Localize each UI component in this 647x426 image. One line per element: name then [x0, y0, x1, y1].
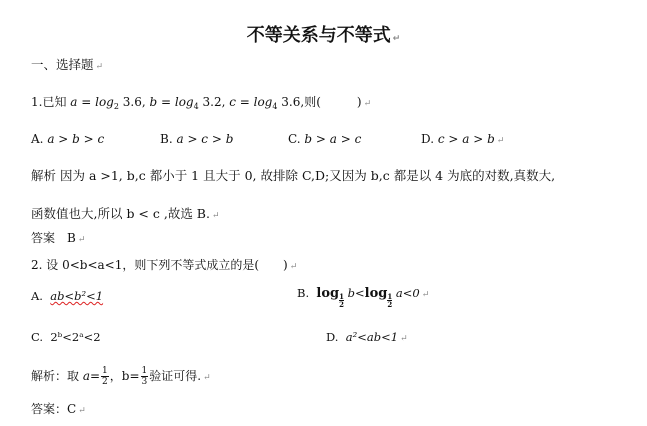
title-text: 不等关系与不等式: [246, 25, 391, 46]
fraction-b: [141, 366, 149, 387]
section-heading: [31, 57, 103, 75]
option-text: a > c > b: [176, 132, 234, 146]
q1-suffix: ,则( ): [300, 95, 362, 109]
q2-answer: [31, 401, 86, 419]
return-mark-icon: ↵: [363, 99, 372, 109]
return-mark-icon: ↵: [203, 373, 211, 383]
q1-c-arg: 3.6: [277, 95, 301, 109]
frac-den: 2: [339, 300, 344, 309]
q1-a-base: 2: [113, 102, 119, 111]
frac-num: 1: [141, 366, 148, 376]
option-label: D.: [421, 132, 435, 146]
option-text: a > b > c: [47, 132, 105, 146]
fraction-a: [101, 366, 109, 387]
analysis-text: 验证可得.: [149, 369, 202, 383]
page-title: [0, 24, 647, 51]
frac-den: 3: [141, 377, 148, 387]
return-mark-icon: ↵: [95, 62, 104, 72]
question-1-stem: [31, 94, 371, 112]
option-text: a²<ab<1: [345, 330, 399, 344]
option-text: a<0: [392, 286, 420, 300]
return-mark-icon: ↵: [392, 34, 401, 44]
log-text: log: [364, 286, 388, 301]
q1-analysis-line-1: [31, 168, 555, 184]
option-label: A.: [31, 289, 43, 303]
q1-a-arg: 3.6,: [118, 95, 150, 109]
return-mark-icon: ↵: [400, 334, 408, 344]
return-mark-icon: ↵: [421, 290, 430, 300]
section-text: 一、选择题: [31, 57, 94, 72]
option-label: C.: [31, 330, 44, 344]
frac-num: 1: [102, 366, 108, 376]
q1-option-a: [31, 132, 104, 146]
analysis-text: 函数值也大,所以 b < c ,故选 B.: [31, 206, 210, 221]
option-label: C.: [288, 132, 301, 146]
q1-a-def: a = log: [70, 95, 114, 109]
answer-text: 答案：C: [31, 402, 77, 416]
q1-option-b: [160, 132, 233, 146]
option-label: D.: [326, 330, 339, 344]
frac-den: 2: [102, 377, 108, 387]
q2-option-c: [31, 330, 101, 344]
frac-num: 1: [339, 292, 344, 301]
question-2-stem: [31, 257, 297, 275]
analysis-text: ，b=: [109, 369, 140, 383]
return-mark-icon: ↵: [496, 136, 505, 146]
option-text: c > a > b: [437, 132, 495, 146]
q1-b-def: b = log: [149, 95, 194, 109]
option-label: B.: [160, 132, 173, 146]
q1-b-arg: 3.2,: [198, 95, 230, 109]
return-mark-icon: ↵: [211, 211, 220, 221]
q2-option-a: [31, 289, 103, 303]
option-text: b > a > c: [304, 132, 362, 146]
q1-c-base: 4: [272, 102, 278, 111]
frac-num: 1: [387, 292, 393, 301]
return-mark-icon: ↵: [289, 262, 298, 272]
q2-option-d: [326, 330, 408, 344]
q1-option-c: [288, 132, 361, 146]
q1-option-d: [421, 132, 504, 146]
option-text: ab<b²<1: [50, 289, 104, 303]
q1-c-def: c = log: [229, 95, 273, 109]
q2-stem-text: 2. 设 0<b<a<1，则下列不等式成立的是( ): [31, 258, 288, 272]
q1-answer: [31, 230, 85, 248]
q2-option-b: [297, 286, 429, 308]
analysis-text: 解析：取: [31, 369, 83, 383]
answer-text: 答案 B: [31, 231, 76, 245]
option-label: A.: [31, 132, 44, 146]
analysis-text: 解析 因为 a >1, b,c 都小于 1 且大于 0, 故排除 C,D;又因为 b,c 都是以 4 为底的对数,真数大,: [31, 168, 556, 183]
analysis-var-a: a=: [82, 369, 101, 383]
q1-analysis-line-2: [31, 206, 220, 224]
return-mark-icon: ↵: [77, 235, 86, 245]
option-text: 2ᵇ<2ᵃ<2: [50, 330, 101, 344]
frac-den: 2: [387, 300, 393, 309]
q1-prefix: 1.已知: [31, 95, 71, 109]
return-mark-icon: ↵: [78, 406, 86, 416]
q2-analysis: [31, 366, 211, 387]
q1-b-base: 4: [193, 102, 199, 111]
option-text: b<: [344, 286, 365, 300]
log-text: log: [316, 286, 340, 301]
option-label: B.: [297, 286, 310, 300]
